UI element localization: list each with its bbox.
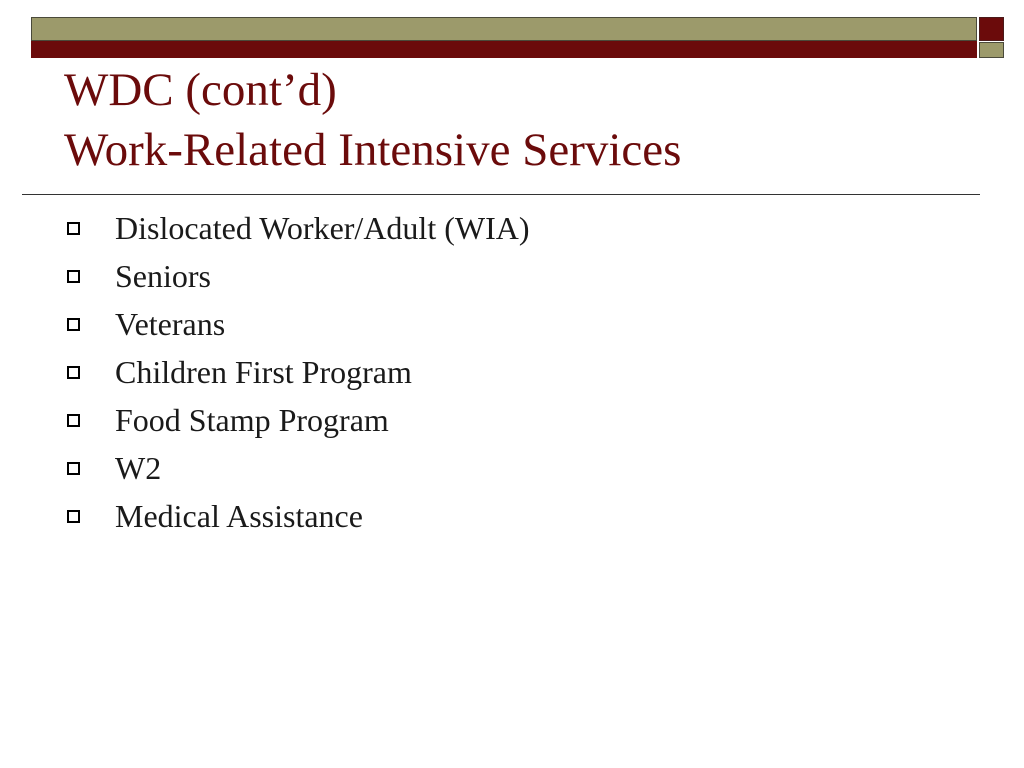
bullet-item (64, 444, 529, 492)
header-olive-square (979, 42, 1004, 58)
bullet-item (64, 396, 529, 444)
bullet-item (64, 348, 529, 396)
hollow-square-bullet-icon (67, 318, 80, 331)
bullet-item (64, 492, 529, 540)
hollow-square-bullet-icon (67, 510, 80, 523)
bullet-text: Food Stamp Program (115, 402, 389, 438)
bullet-text: W2 (115, 450, 162, 486)
title-divider (22, 194, 980, 195)
bullet-text: Veterans (115, 306, 226, 342)
bullet-text: Children First Program (115, 354, 412, 390)
bullet-list (64, 204, 529, 540)
hollow-square-bullet-icon (67, 462, 80, 475)
bullet-text: Medical Assistance (115, 498, 363, 534)
bullet-text: Seniors (115, 258, 211, 294)
bullet-text: Dislocated Worker/Adult (WIA) (115, 210, 530, 246)
hollow-square-bullet-icon (67, 222, 80, 235)
hollow-square-bullet-icon (67, 270, 80, 283)
slide-title (64, 60, 681, 180)
header-olive-bar (31, 17, 977, 41)
header-maroon-square (979, 17, 1004, 41)
bullet-item (64, 204, 529, 252)
hollow-square-bullet-icon (67, 414, 80, 427)
header-maroon-bar (31, 41, 977, 58)
slide-title-line-2: Work-Related Intensive Services (64, 124, 682, 176)
bullet-item (64, 252, 529, 300)
slide-title-line-1: WDC (cont’d) (64, 64, 337, 116)
bullet-item (64, 300, 529, 348)
hollow-square-bullet-icon (67, 366, 80, 379)
